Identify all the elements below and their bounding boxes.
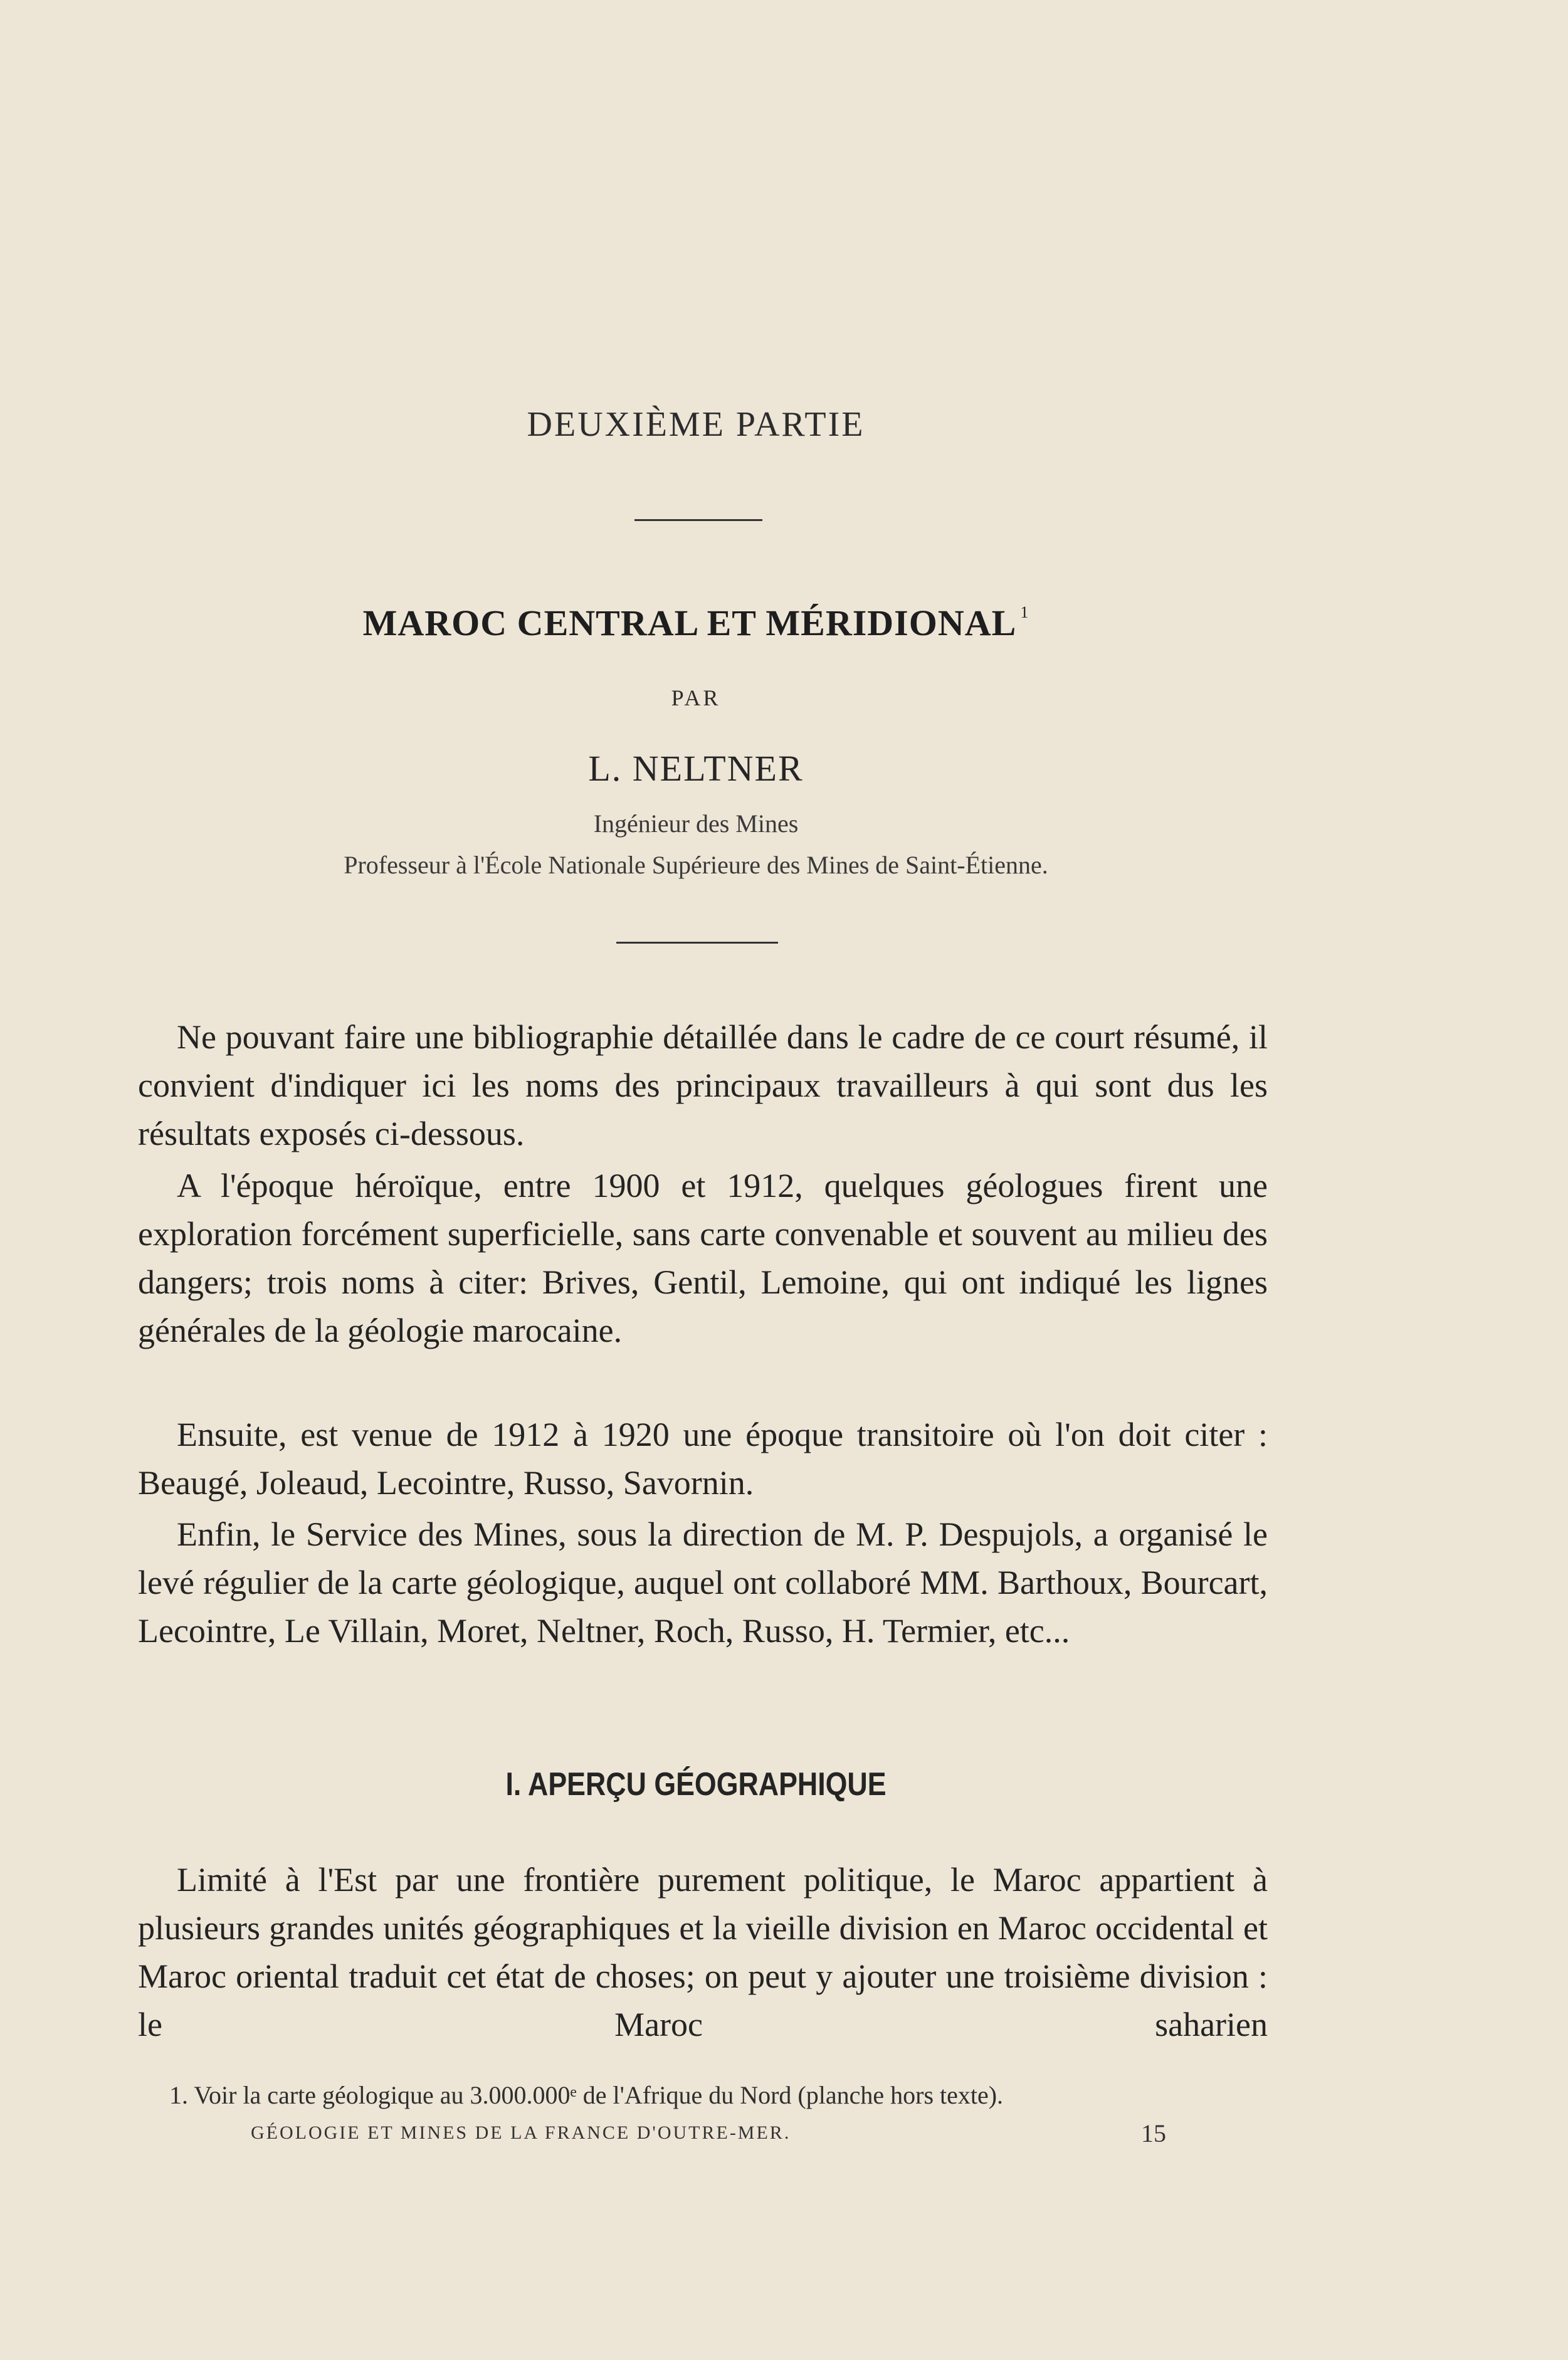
- author-divider: [616, 942, 778, 944]
- footnote: 1. Voir la carte géologique au 3.000.000ᵉ de l'Afrique du Nord (planche hors texte).: [169, 2081, 1004, 2109]
- section-heading: I. APERÇU GÉOGRAPHIQUE: [505, 1766, 887, 1803]
- article-title: [0, 602, 1392, 644]
- paragraph-transition-era: Ensuite, est venue de 1912 à 1920 une époque transitoire où l'on doit citer : Beaugé, Joleaud, Lecointre, Russo, Savornin.: [138, 1416, 1268, 1502]
- page-number: 15: [1141, 2119, 1166, 2147]
- running-title: GÉOLOGIE ET MINES DE LA FRANCE D'OUTRE-MER.: [251, 2122, 791, 2143]
- title-divider: [634, 519, 762, 521]
- part-title: DEUXIÈME PARTIE: [527, 405, 865, 444]
- article-title-text: MAROC CENTRAL ET MÉRIDIONAL: [362, 603, 1017, 643]
- paragraph-service-des-mines: Enfin, le Service des Mines, sous la direction de M. P. Despujols, a organisé le levé régulier de la carte géologique, auquel ont collaboré MM. Barthoux, Bourcart, Lecointre, Le Villain, Moret, Neltner, Roch, Russo, H. Termier, etc...: [138, 1515, 1268, 1650]
- by-label: PAR: [671, 685, 721, 710]
- paragraph-bibliography: Ne pouvant faire une bibliographie détaillée dans le cadre de ce court résumé, il convient d'indiquer ici les noms des principaux travailleurs à qui sont dus les résultats exposés ci-dessous.: [138, 1018, 1268, 1152]
- author-name: L. NELTNER: [588, 748, 804, 789]
- title-footnote-marker: 1: [1020, 603, 1029, 621]
- author-affiliation-1: Ingénieur des Mines: [593, 809, 799, 838]
- paragraph-geography: Limité à l'Est par une frontière purement politique, le Maroc appartient à plusieurs grandes unités géographiques et la vieille division en Maroc occidental et Maroc oriental traduit cet état de choses; on peut y ajouter une troisième division : le Maroc saharien: [138, 1861, 1268, 2043]
- paragraph-heroic-era: A l'époque héroïque, entre 1900 et 1912, quelques géologues firent une exploration forcément superficielle, sans carte convenable et souvent au milieu des dangers; trois noms à citer: Brives, Gentil, Lemoine, qui ont indiqué les lignes générales de la géologie marocaine.: [138, 1167, 1268, 1349]
- author-affiliation-2: Professeur à l'École Nationale Supérieure des Mines de Saint-Étienne.: [344, 851, 1048, 879]
- running-footer: [251, 2119, 1166, 2147]
